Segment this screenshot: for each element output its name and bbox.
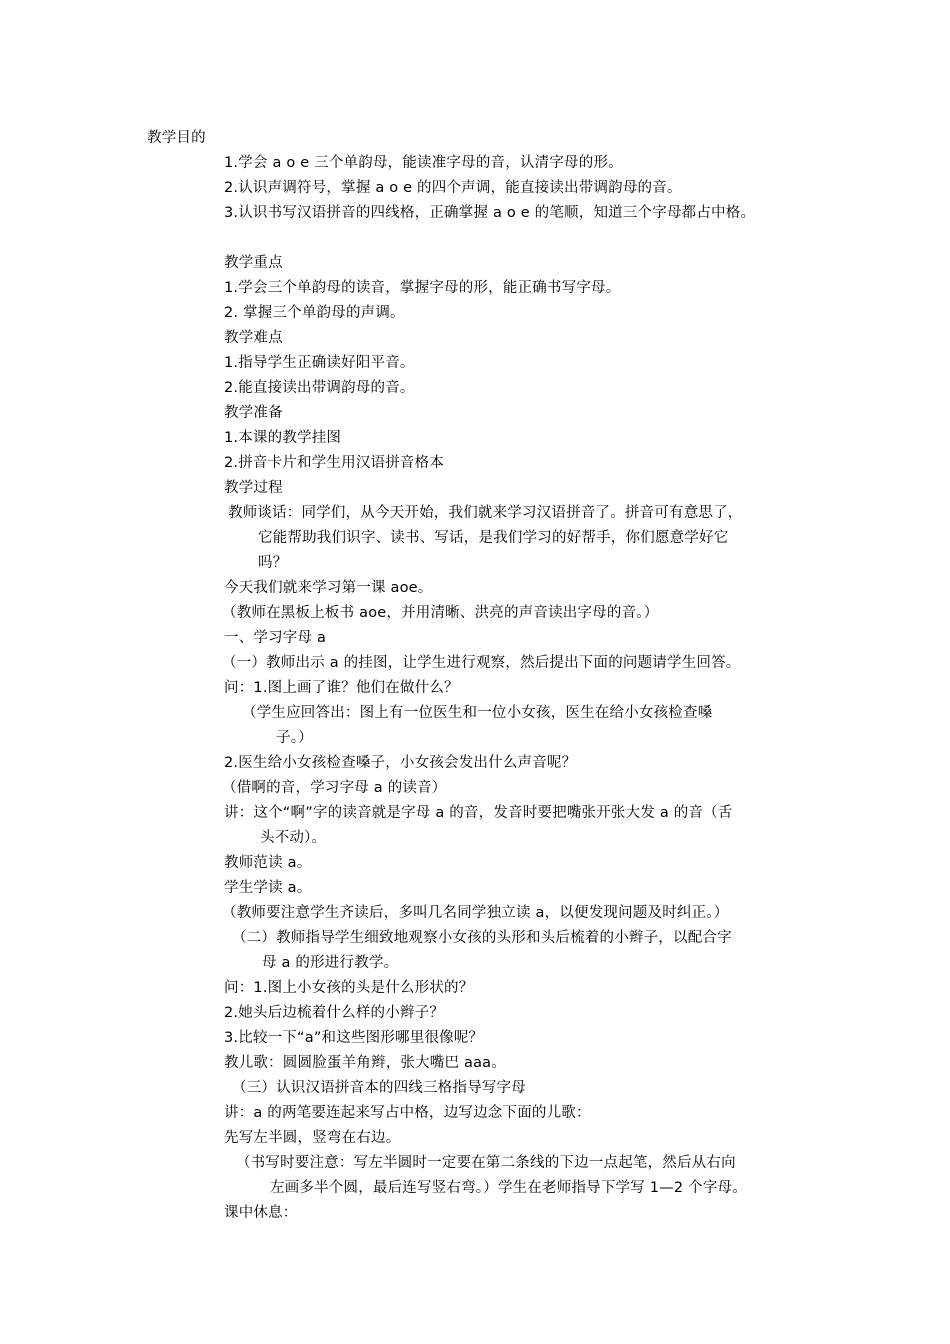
blackboard-note: （教师在黑板上板书 aoe，并用清晰、洪亮的声音读出字母的音。） xyxy=(222,605,659,621)
explain-line-1: 讲：这个“啊”字的读音就是字母 a 的音，发音时要把嘴张开张大发 a 的音（舌 xyxy=(224,805,733,821)
teacher-reads: 教师范读 a。 xyxy=(224,855,312,871)
step-two-line-1: （二）教师指导学生细致地观察小女孩的头形和头后梳着的小辫子，以配合字 xyxy=(232,930,732,946)
teacher-talk-line-2: 它能帮助我们识字、读书、写话，是我们学习的好帮手，你们愿意学好它 xyxy=(258,530,729,546)
borrow-sound-note: （借啊的音，学习字母 a 的读音） xyxy=(222,780,447,796)
writing-note-line-2: 左画多半个圆，最后连写竖右弯。）学生在老师指导下学写 1—2 个字母。 xyxy=(270,1180,747,1196)
section-learn-a: 一、学习字母 a xyxy=(224,630,327,646)
difficulty-1: 1.指导学生正确读好阳平音。 xyxy=(224,355,415,371)
preparation-1: 1.本课的教学挂图 xyxy=(224,430,342,446)
answer-line-2: 子。） xyxy=(276,730,313,746)
writing-rhyme: 先写左半圆，竖弯在右边。 xyxy=(224,1130,401,1146)
objective-1: 1.学会 a o e 三个单韵母，能读准字母的音，认清字母的形。 xyxy=(224,155,623,171)
class-break: 课中休息： xyxy=(224,1205,298,1221)
objective-3: 3.认识书写汉语拼音的四线格，正确掌握 a o e 的笔顺，知道三个字母都占中格。 xyxy=(224,205,756,221)
question-1: 问：1.图上画了谁？他们在做什么？ xyxy=(224,680,459,696)
explain-line-2: 头不动）。 xyxy=(260,830,327,846)
heading-process: 教学过程 xyxy=(224,480,283,496)
writing-note-line-1: （书写时要注意：写左半圆时一定要在第二条线的下边一点起笔，然后从右向 xyxy=(236,1155,736,1171)
nursery-rhyme: 教儿歌：圆圆脸蛋羊角辫，张大嘴巴 aaa。 xyxy=(224,1055,506,1071)
step-three: （三）认识汉语拼音本的四线三格指导写字母 xyxy=(232,1080,526,1096)
reading-note: （教师要注意学生齐读后，多叫几名同学独立读 a，以便发现问题及时纠正。） xyxy=(222,905,729,921)
difficulty-2: 2.能直接读出带调韵母的音。 xyxy=(224,380,415,396)
key-point-1: 1.学会三个单韵母的读音，掌握字母的形，能正确书写字母。 xyxy=(224,280,621,296)
step-one: （一）教师出示 a 的挂图，让学生进行观察，然后提出下面的问题请学生回答。 xyxy=(222,655,741,671)
heading-teaching-objectives: 教学目的 xyxy=(147,130,206,146)
students-read: 学生学读 a。 xyxy=(224,880,312,896)
shape-question-3: 3.比较一下“a”和这些图形哪里很像呢？ xyxy=(224,1030,484,1046)
lesson-intro: 今天我们就来学习第一课 aoe。 xyxy=(224,580,433,596)
objective-2: 2.认识声调符号，掌握 a o e 的四个声调，能直接读出带调韵母的音。 xyxy=(224,180,682,196)
preparation-2: 2.拼音卡片和学生用汉语拼音格本 xyxy=(224,455,445,471)
question-2: 2.医生给小女孩检查嗓子，小女孩会发出什么声音呢？ xyxy=(224,755,577,771)
answer-line-1: （学生应回答出：图上有一位医生和一位小女孩，医生在给小女孩检查嗓 xyxy=(242,705,713,721)
teacher-talk-line-3: 吗？ xyxy=(258,555,288,571)
heading-difficulties: 教学难点 xyxy=(224,330,283,346)
step-two-line-2: 母 a 的形进行教学。 xyxy=(262,955,399,971)
heading-preparation: 教学准备 xyxy=(224,405,283,421)
heading-key-points: 教学重点 xyxy=(224,255,283,271)
shape-question-2: 2.她头后边梳着什么样的小辫子？ xyxy=(224,1005,445,1021)
key-point-2: 2. 掌握三个单韵母的声调。 xyxy=(224,305,405,321)
writing-instruction: 讲：a 的两笔要连起来写占中格，边写边念下面的儿歌： xyxy=(224,1105,591,1121)
teacher-talk-line-1: 教师谈话：同学们，从今天开始，我们就来学习汉语拼音了。拼音可有意思了， xyxy=(228,505,743,521)
shape-question-1: 问：1.图上小女孩的头是什么形状的？ xyxy=(224,980,474,996)
